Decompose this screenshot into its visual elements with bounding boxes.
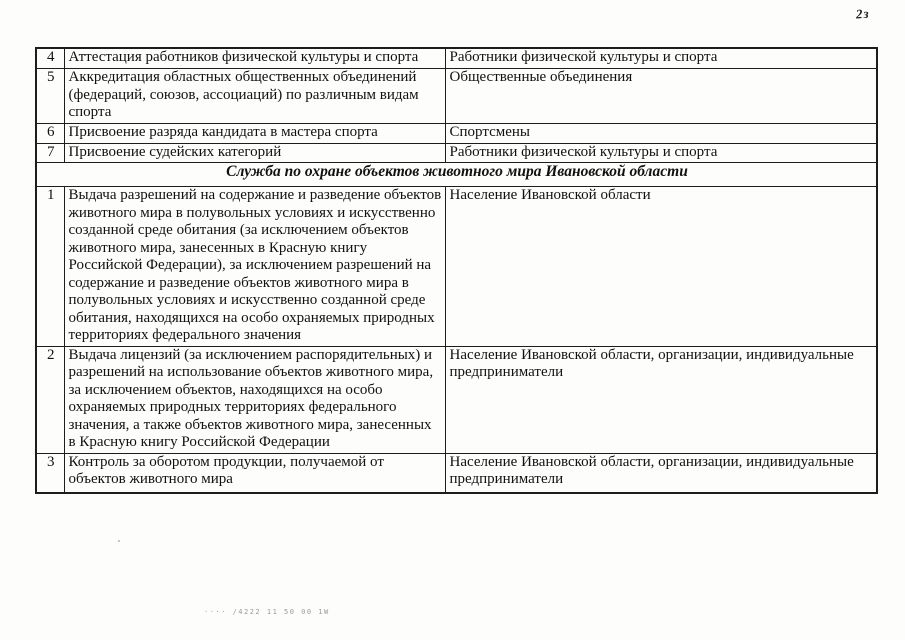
row-number-cell: 3 (36, 453, 64, 493)
row-number-cell: 5 (36, 69, 64, 124)
recipients-cell: Работники физической культуры и спорта (445, 143, 877, 163)
section-header-title: Служба по охране объектов животного мира Ивановской области (36, 163, 877, 187)
row-number-cell: 4 (36, 48, 64, 69)
handwritten-page-number: 2з (855, 5, 871, 22)
recipients-cell: Общественные объединения (445, 69, 877, 124)
service-name-cell: Выдача разрешений на содержание и разведение объектов животного мира в полувольных условиях и искусственно созданной среде обитания (за исключением объектов животного мира, занесенных в Красную книгу Российской Федерации), за исключением разрешений на содержание и разведение объектов животного мира в полувольных условиях и искусственно созданной среде обитания, находящихся на особо охраняемых природных территориях федерального значения (64, 187, 445, 347)
recipients-cell: Население Ивановской области, организации, индивидуальные предприниматели (445, 346, 877, 453)
recipients-cell: Работники физической культуры и спорта (445, 48, 877, 69)
scan-footer-artifact: ···· /4222 11 50 00 1W (204, 608, 330, 616)
recipients-cell: Население Ивановской области (445, 187, 877, 347)
recipients-cell: Спортсмены (445, 124, 877, 144)
scan-speck (118, 540, 120, 542)
row-number-cell: 7 (36, 143, 64, 163)
section-header-row (36, 163, 877, 187)
service-name-cell: Присвоение судейских категорий (64, 143, 445, 163)
table-row (36, 187, 877, 347)
table-row (36, 69, 877, 124)
services-table (35, 47, 878, 494)
table-row (36, 124, 877, 144)
table-row (36, 143, 877, 163)
row-number-cell: 6 (36, 124, 64, 144)
service-name-cell: Контроль за оборотом продукции, получаемой от объектов животного мира (64, 453, 445, 493)
service-name-cell: Аттестация работников физической культуры и спорта (64, 48, 445, 69)
service-name-cell: Выдача лицензий (за исключением распорядительных) и разрешений на использование объектов животного мира, за исключением объектов, находящихся на особо охраняемых природных территориях федерального значения, а также объектов животного мира, занесенных в Красную книгу Российской Федерации (64, 346, 445, 453)
recipients-cell: Население Ивановской области, организации, индивидуальные предприниматели (445, 453, 877, 493)
row-number-cell: 1 (36, 187, 64, 347)
service-name-cell: Присвоение разряда кандидата в мастера спорта (64, 124, 445, 144)
row-number-cell: 2 (36, 346, 64, 453)
table-row (36, 48, 877, 69)
table-row (36, 453, 877, 493)
table-row (36, 346, 877, 453)
service-name-cell: Аккредитация областных общественных объединений (федераций, союзов, ассоциаций) по различным видам спорта (64, 69, 445, 124)
